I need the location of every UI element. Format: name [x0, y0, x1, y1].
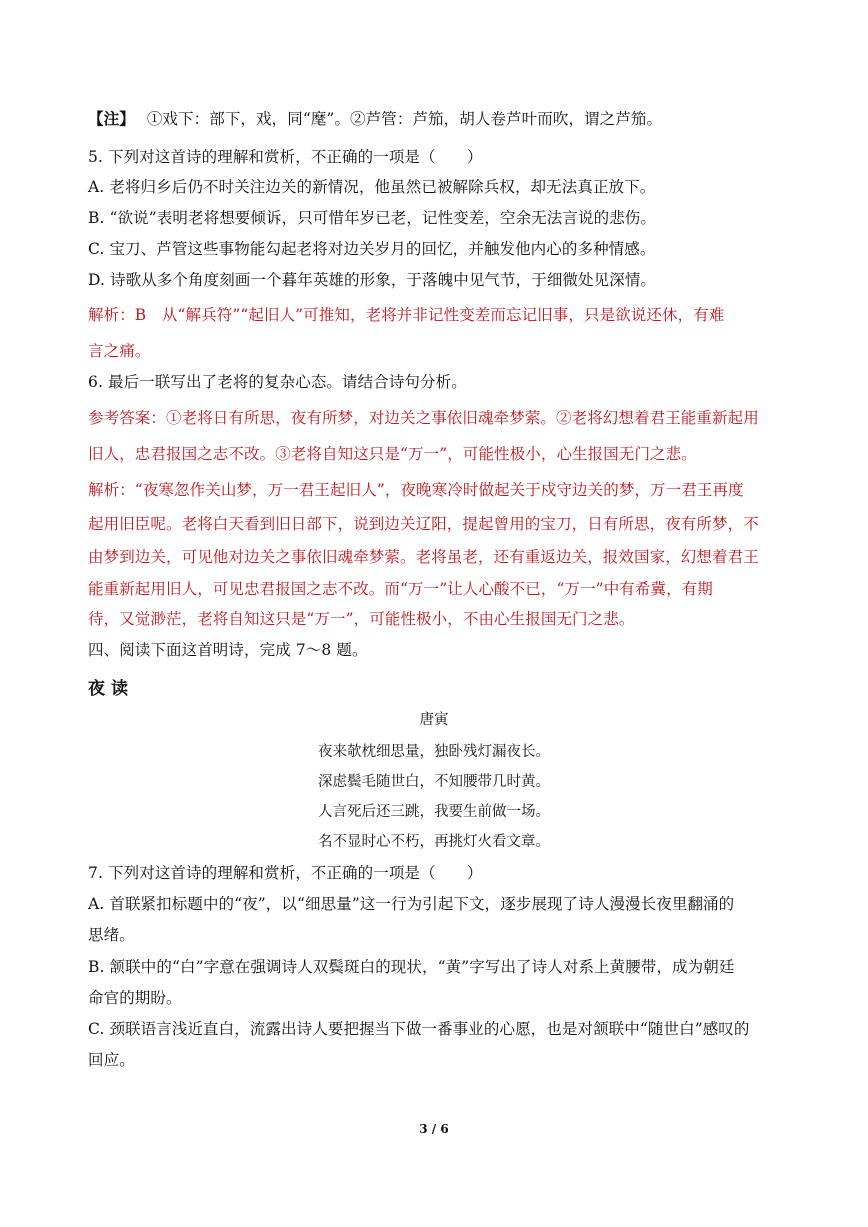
question-7-option-b-line-1: B. 颔联中的“白”字意在强调诗人双鬓斑白的现状，“黄”字写出了诗人对系上黄腰带，成为朝廷: [88, 958, 735, 976]
question-6-analysis-line-4: 能重新起用旧人，可见忠君报国之志不改。而“万一”让人心酸不已，“万一”中有希冀，有期: [88, 580, 713, 598]
question-5-option-d: D. 诗歌从多个角度刻画一个暮年英雄的形象，于落魄中见气节，于细微处见深情。: [88, 271, 657, 289]
question-6-analysis-line-3: 由梦到边关，可见他对边关之事依旧魂牵梦萦。老将虽老，还有重返边关，报效国家，幻想着君王: [88, 548, 759, 566]
question-5-analysis-line-2: 言之痛。: [88, 342, 151, 360]
question-6-analysis-line-2: 起用旧臣呢。老将白天看到旧日部下，说到边关辽阳，提起曾用的宝刀，日有所思，夜有所梦，不: [88, 515, 759, 533]
section-4-heading: 四、阅读下面这首明诗，完成 7～8 题。: [88, 641, 368, 659]
poem-line-2: 深虑鬓毛随世白，不知腰带几时黄。: [318, 774, 550, 790]
question-7-option-c-line-2: 回应。: [88, 1051, 135, 1069]
question-6-stem: 6. 最后一联写出了老将的复杂心态。请结合诗句分析。: [88, 373, 467, 391]
question-5-option-b: B. “欲说”表明老将想要倾诉，只可惜年岁已老，记性变差，空余无法言说的悲伤。: [88, 209, 656, 227]
page-number: 3 / 6: [419, 1122, 449, 1136]
question-6-analysis-line-1: 解析：“夜寒忽作关山梦，万一君王起旧人”，夜晚寒冷时做起关于戍守边关的梦，万一君王再度: [88, 481, 744, 499]
note-text: ①戏下：部下，戏，同“麾”。②芦管：芦笳，胡人卷芦叶而吹，谓之芦笳。: [146, 110, 663, 128]
poem-line-1: 夜来欹枕细思量，独卧残灯漏夜长。: [318, 744, 550, 760]
question-5-analysis-line-1: 解析：B 从“解兵符”“起旧人”可推知，老将并非记性变差而忘记旧事，只是欲说还休，有难: [88, 306, 725, 324]
question-7-option-a-line-2: 思绪。: [88, 926, 135, 944]
note-line: [88, 104, 783, 134]
poem-title: 夜读: [88, 679, 134, 699]
question-5-option-a: A. 老将归乡后仍不时关注边关的新情况，他虽然已被解除兵权，却无法真正放下。: [88, 178, 656, 196]
question-7-option-a-line-1: A. 首联紧扣标题中的“夜”，以“细思量”这一行为引起下文，逐步展现了诗人漫漫长夜里翻涌的: [88, 895, 735, 913]
question-6-answer-line-2: 旧人，忠君报国之志不改。③老将自知这只是“万一”，可能性极小，心生报国无门之悲。: [88, 445, 697, 463]
question-6-answer-line-1: 参考答案：①老将日有所思，夜有所梦，对边关之事依旧魂牵梦萦。②老将幻想着君王能重新起用: [88, 409, 759, 427]
question-7-option-b-line-2: 命官的期盼。: [88, 989, 182, 1007]
question-7-stem: 7. 下列对这首诗的理解和赏析，不正确的一项是（ ）: [88, 864, 483, 882]
question-5-option-c: C. 宝刀、芦管这些事物能勾起老将对边关岁月的回忆，并触发他内心的多种情感。: [88, 240, 656, 258]
poem-line-4: 名不显时心不朽，再挑灯火看文章。: [318, 834, 550, 850]
question-7-option-c-line-1: C. 颈联语言浅近直白，流露出诗人要把握当下做一番事业的心愿，也是对颔联中“随世白”感叹的: [88, 1020, 750, 1038]
poem-author: 唐寅: [419, 712, 449, 728]
note-tag: 【注】: [88, 109, 135, 128]
poem-line-3: 人言死后还三跳，我要生前做一场。: [318, 804, 550, 820]
question-5-stem: 5. 下列对这首诗的理解和赏析，不正确的一项是（ ）: [88, 148, 483, 166]
question-6-analysis-line-5: 待，又觉渺茫，老将自知这只是“万一”，可能性极小，不由心生报国无门之悲。: [88, 610, 635, 628]
